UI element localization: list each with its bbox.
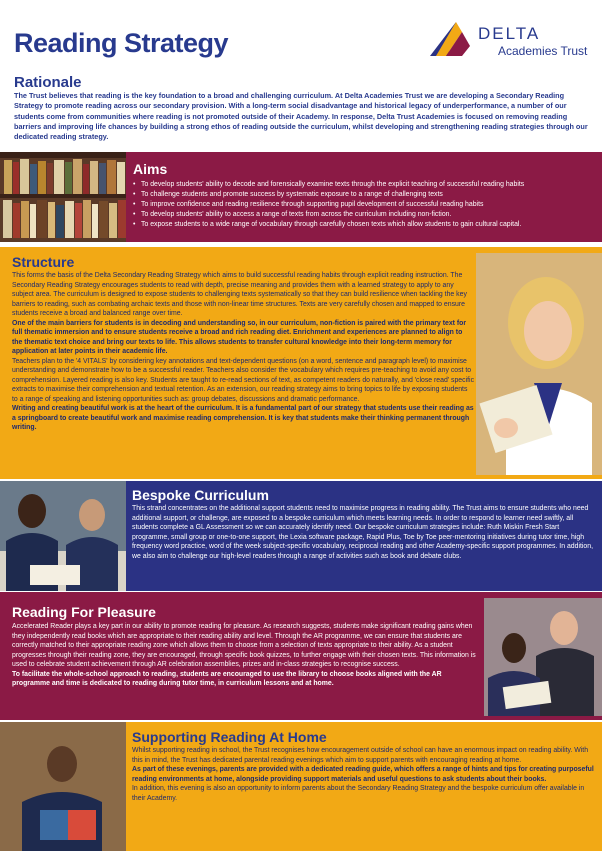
- structure-heading: Structure: [12, 254, 75, 270]
- page-header: [0, 0, 602, 72]
- home-paragraph: As part of these evenings, parents are provided with a dedicated reading guide, which offers a range of hints and tips for creating purposeful reading environments at home, alongside providing support materials and useful questions to ask students about their books.: [132, 766, 594, 783]
- home-heading: Supporting Reading At Home: [132, 729, 327, 745]
- pleasure-heading: Reading For Pleasure: [12, 604, 156, 620]
- pleasure-text: [12, 622, 480, 689]
- aims-section: [0, 152, 602, 242]
- student-reading-photo: [476, 253, 602, 475]
- students-classroom-photo: [0, 481, 126, 591]
- delta-logo: [426, 18, 596, 68]
- structure-text: [12, 271, 474, 433]
- logo-name: DELTA: [478, 24, 541, 43]
- list-item: • To challenge students and promote success by systematic exposure to a range of challenging texts: [133, 190, 597, 200]
- bespoke-heading: Bespoke Curriculum: [132, 487, 269, 503]
- student-book-photo: [0, 722, 126, 851]
- teacher-students-photo: [484, 598, 602, 716]
- structure-paragraph: Teachers plan to the '4 VITALS' by considering key annotations and text-dependent questions (on a word, sentence and paragraph level) to maximise understanding and demonstrate how to be a successful reader. Teachers also consider the vocabulary which requires pre-teaching to avoid any cost to comprehension. Layered reading is also key. Students are taught to re-read sections of text, as competent readers do naturally, and 'close read' specific extracts to maximise their comprehension and textual retention. As an extension, our reading strategy aims to bring topics to life by exposing students to a range of speaking and listening opportunities such as: group debates, discussions and dramatic performance.: [12, 357, 475, 403]
- list-item: • To develop students' ability to access a range of texts from across the curriculum including non-fiction.: [133, 210, 597, 220]
- delta-triangle-icon: [426, 18, 486, 58]
- bookshelf-photo: [0, 152, 126, 242]
- structure-paragraph: This forms the basis of the Delta Secondary Reading Strategy which aims to build successful reading habits through explicit reading instruction. The Secondary Reading Strategy encourages students to read with depth, precise meaning and provides them with a learned strategy to apply to any subject area. The curriculum is designed to expose students to challenging texts systematically so that they can build resilience when tackling the key barriers to reading, such as combating archaic texts and those with non-linear time structures. Texts are very carefully chosen and mapped to ensure students receive a broad and balanced range over time.: [12, 272, 467, 318]
- aims-list: [133, 180, 597, 230]
- bespoke-text: This strand concentrates on the additional support students need to maximise progress in reading ability. The Trust aims to ensure students who need additional support, or challenge, are exposed to a bespoke curriculum which meets learning needs. In order to respond to learner need swiftly, all students complete a GL Assessment so we can accurately identify need. Our bespoke curriculum strategies include: Ruth Miskin Fresh Start programme, small group or one-to-one support, the Lexia software package, Rapid Plus, Toe by Toe peer-mentoring initiatives during tutor time, high frequency word practice, word of the week subject-specific vocabulary, reciprocal reading and other Academy-specific support programmes. In addition, we also aim to challenge our high-level readers through a range of activities such as book and debate clubs.: [132, 505, 594, 560]
- structure-paragraph: One of the main barriers for students is in decoding and understanding so, in our curriculum, non-fiction is paired with the primary text for full thematic immersion and to ensure students receive a broad and rich reading diet. Enrichment and experiences are planned to align to the thematic text choice and bring our texts to life. This allows students to transfer cultural knowledge into their long-term memory for application at later points in their academic life.: [12, 319, 467, 356]
- list-item: • To expose students to a wide range of vocabulary through carefully chosen texts which allow students to gain cultural capital.: [133, 220, 597, 230]
- home-paragraph: Whilst supporting reading in school, the Trust recognises how encouragement outside of school can have an enormous impact on reading ability. With this in mind, the Trust has dedicated parental reading evenings which aim to support parents with encouraging reading at home.: [132, 747, 589, 764]
- list-item: • To develop students' ability to decode and forensically examine texts through the explicit teaching of successful reading habits: [133, 180, 597, 190]
- structure-section: [0, 247, 602, 479]
- pleasure-paragraph: To facilitate the whole-school approach to reading, students are encouraged to use the library to choose books aligned with the AR programme and time is dedicated to reading during tutor time, in curriculum lessons and at home.: [12, 670, 442, 688]
- home-text: [132, 746, 594, 803]
- rationale-heading: Rationale: [14, 74, 82, 91]
- list-item: • To improve confidence and reading resilience through supporting pupil development of successful reading habits: [133, 200, 597, 210]
- rationale-text: The Trust believes that reading is the key foundation to a broad and challenging curriculum. At Delta Academies Trust we are developing a Secondary Reading Strategy to promote reading across our secondary provision. With a long-term social disadvantage and historical legacy of underperformance, a number of our students come from communities where reading is not promoted outside of their Academy. In response, Delta Trust Academies is focused on removing reading barriers and improving life chances by building a strong ethos of reading outside the curriculum, whilst developing and strengthening reading strategies through our dedicated reading strategy.: [14, 91, 588, 142]
- logo-subtitle: Academies Trust: [498, 44, 588, 58]
- bespoke-section: [0, 481, 602, 591]
- aims-heading: Aims: [133, 161, 168, 177]
- pleasure-paragraph: Accelerated Reader plays a key part in our ability to promote reading for pleasure. As research suggests, students make significant reading gains when they independently read books which are appropriate to their reading ability and level. Through the AR programme, we can ensure that students are correctly matched to their appropriate reading zone which allows them to choose from a selection of texts appropriate to their ability. As a student progresses through their reading zone, they are encouraged, through specific book quizzes, to further engage with their chosen texts. This information is used to celebrate student achievement through AR celebration assemblies, prizes and in-class strategies to recognise success.: [12, 623, 476, 669]
- home-section: [0, 722, 602, 851]
- pleasure-section: [0, 592, 602, 720]
- structure-paragraph: Writing and creating beautiful work is at the heart of the curriculum. It is a fundamental part of our strategy that students use their reading as a springboard to create beautiful work and maximise reading comprehension. It is key that students make their thinking permanent through writing.: [12, 405, 474, 432]
- home-paragraph: In addition, this evening is also an opportunity to inform parents about the Secondary Reading Strategy and the bespoke curriculum offer available in their Academy.: [132, 785, 585, 802]
- page-title: Reading Strategy: [14, 28, 229, 58]
